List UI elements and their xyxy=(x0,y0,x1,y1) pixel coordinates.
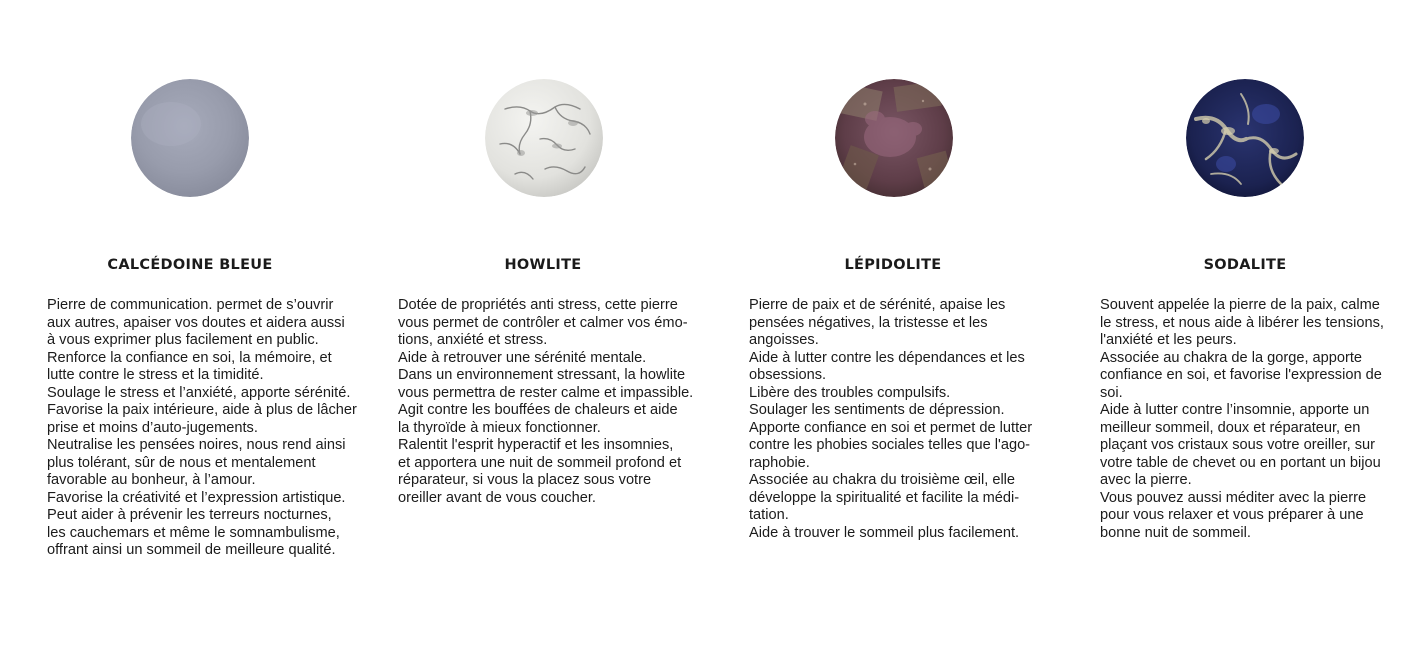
lepidolite-stone-icon xyxy=(835,79,953,197)
description-line: Pierre de paix et de sérénité, apaise les xyxy=(749,297,1006,313)
description-line: Ralentit l'esprit hyperactif et les insomnies, xyxy=(398,437,674,453)
description-line: le stress, et nous aide à libérer les tensions, xyxy=(1100,314,1384,331)
description-line: Vous pouvez aussi méditer avec la pierre xyxy=(1100,489,1367,506)
description-line: confiance en soi, et favorise l'expression de xyxy=(1100,367,1382,383)
stone-title: CALCÉDOINE BLEUE xyxy=(107,257,273,273)
stone-description xyxy=(1100,297,1420,542)
description-line: développe la spiritualité et facilite la médi- xyxy=(749,489,1020,506)
description-line: Associée au chakra de la gorge, apporte xyxy=(1100,349,1363,366)
description-line: plaçant vos cristaux sous votre oreiller, sur xyxy=(1100,437,1375,453)
description-line: oreiller avant de vous coucher. xyxy=(398,489,596,506)
description-line: pensées négatives, la tristesse et les xyxy=(749,314,988,331)
description-line: favorable au bonheur, à l’amour. xyxy=(47,472,256,488)
description-line: Peut aider à prévenir les terreurs nocturnes, xyxy=(47,507,332,523)
description-line: bonne nuit de sommeil. xyxy=(1100,524,1251,541)
description-line: vous permettra de rester calme et impassible. xyxy=(398,384,694,401)
description-line: tation. xyxy=(749,507,789,523)
description-line: raphobie. xyxy=(749,454,810,471)
description-line: tions, anxiété et stress. xyxy=(398,332,548,348)
description-line: Aide à retrouver une sérénité mentale. xyxy=(398,349,647,366)
description-line: Neutralise les pensées noires, nous rend ainsi xyxy=(47,437,346,453)
description-line: Pierre de communication. permet de s’ouvrir xyxy=(47,297,334,313)
description-line: Apporte confiance en soi et permet de lutter xyxy=(749,419,1033,436)
description-line: Agit contre les bouffées de chaleurs et aide xyxy=(398,402,678,418)
description-line: Favorise la créativité et l’expression artistique. xyxy=(47,489,346,506)
description-line: contre les phobies sociales telles que l'ago- xyxy=(749,437,1031,453)
description-line: à vous exprimer plus facilement en public. xyxy=(47,332,319,348)
stone-description xyxy=(749,297,1069,542)
sodalite-stone-icon xyxy=(1186,79,1304,197)
description-line: Renforce la confiance en soi, la mémoire, et xyxy=(47,349,332,366)
description-line: réparateur, si vous la placez sous votre xyxy=(398,472,652,488)
description-line: Aide à trouver le sommeil plus facilement. xyxy=(749,524,1020,541)
description-line: aux autres, apaiser vos doutes et aidera aussi xyxy=(47,314,345,331)
description-line: Favorise la paix intérieure, aide à plus de lâcher xyxy=(47,402,357,418)
description-line: Aide à lutter contre les dépendances et les xyxy=(749,349,1025,366)
description-line: Soulage le stress et l’anxiété, apporte sérénité. xyxy=(47,384,351,401)
description-line: plus tolérant, sûr de nous et mentalement xyxy=(47,454,316,471)
description-line: Dans un environnement stressant, la howlite xyxy=(398,367,686,383)
description-line: Souvent appelée la pierre de la paix, calme xyxy=(1100,297,1380,313)
description-line: Associée au chakra du troisième œil, elle xyxy=(749,472,1016,488)
description-line: prise et moins d’auto-jugements. xyxy=(47,419,258,436)
stone-description xyxy=(398,297,718,507)
description-line: soi. xyxy=(1100,384,1123,401)
description-line: la thyroïde à mieux fonctionner. xyxy=(398,419,601,436)
description-line: Aide à lutter contre l’insomnie, apporte un xyxy=(1100,402,1370,418)
description-line: avec la pierre. xyxy=(1100,472,1192,488)
stone-title: SODALITE xyxy=(1203,257,1287,273)
description-line: meilleur sommeil, doux et réparateur, en xyxy=(1100,419,1361,436)
stone-description xyxy=(47,297,367,560)
description-line: obsessions. xyxy=(749,367,827,383)
description-line: vous permet de contrôler et calmer vos émo- xyxy=(398,314,688,331)
description-line: Libère des troubles compulsifs. xyxy=(749,384,951,401)
description-line: Dotée de propriétés anti stress, cette pierre xyxy=(398,297,678,313)
howlite-stone-icon xyxy=(485,79,603,197)
description-line: Soulager les sentiments de dépression. xyxy=(749,402,1005,418)
description-line: votre table de chevet ou en portant un bijou xyxy=(1100,454,1381,471)
stone-title: LÉPIDOLITE xyxy=(844,257,942,273)
description-line: angoisses. xyxy=(749,332,819,348)
description-line: offrant ainsi un sommeil de meilleure qualité. xyxy=(47,542,336,558)
description-line: pour vous relaxer et vous préparer à une xyxy=(1100,507,1364,523)
description-line: l'anxiété et les peurs. xyxy=(1100,332,1237,348)
description-line: les cauchemars et même le somnambulisme, xyxy=(47,524,340,541)
blue-chalcedony-stone-icon xyxy=(131,79,249,197)
description-line: lutte contre le stress et la timidité. xyxy=(47,367,264,383)
description-line: et apportera une nuit de sommeil profond et xyxy=(398,454,682,471)
stone-title: HOWLITE xyxy=(504,257,582,273)
